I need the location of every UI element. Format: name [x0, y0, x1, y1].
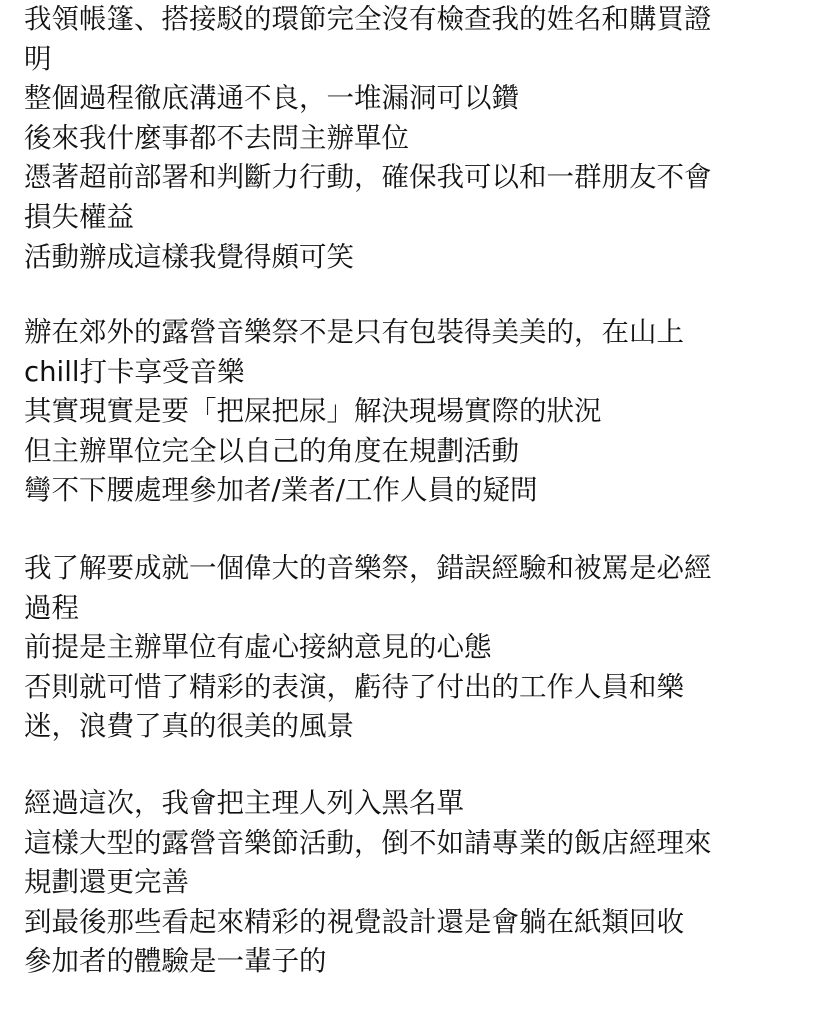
text-line: 我領帳篷、搭接駁的環節完全沒有檢查我的姓名和購買證 — [24, 3, 712, 35]
text-line: 損失權益 — [24, 200, 134, 233]
text-line: 整個過程徹底溝通不良，一堆漏洞可以鑽 — [24, 82, 519, 115]
text-line: 後來我什麼事都不去問主辦單位 — [24, 121, 409, 154]
text-line: 規劃還更完善 — [24, 866, 189, 899]
text-line: 辦在郊外的露營音樂祭不是只有包裝得美美的，在山上 — [24, 316, 684, 348]
text-line: 活動辦成這樣我覺得頗可笑 — [24, 240, 354, 273]
text-line: 彎不下腰處理參加者/業者/工作人員的疑問 — [24, 474, 538, 507]
paragraph-2 — [24, 313, 684, 511]
paragraph-3 — [24, 549, 712, 747]
text-line: 迷，浪費了真的很美的風景 — [24, 710, 354, 743]
text-line: 但主辦單位完全以自己的角度在規劃活動 — [24, 434, 519, 467]
text-line: 明 — [24, 42, 52, 75]
paragraph-1 — [24, 0, 712, 277]
text-line: 經過這次，我會把主理人列入黑名單 — [24, 787, 464, 819]
text-line: 其實現實是要「把屎把尿」解決現場實際的狀況 — [24, 395, 602, 428]
text-line: 否則就可惜了精彩的表演，虧待了付出的工作人員和樂 — [24, 670, 684, 703]
text-line: 過程 — [24, 591, 79, 624]
text-line: 前提是主辦單位有虛心接納意見的心態 — [24, 631, 492, 664]
text-line: 我了解要成就一個偉大的音樂祭，錯誤經驗和被罵是必經 — [24, 552, 712, 584]
paragraph-4 — [24, 784, 712, 982]
text-line: 憑著超前部署和判斷力行動，確保我可以和一群朋友不會 — [24, 161, 712, 194]
text-line: 參加者的體驗是一輩子的 — [24, 945, 327, 978]
text-line: chill打卡享受音樂 — [24, 355, 245, 388]
text-line: 到最後那些看起來精彩的視覺設計還是會躺在紙類回收 — [24, 905, 684, 938]
text-line: 這樣大型的露營音樂節活動，倒不如請專業的飯店經理來 — [24, 826, 712, 859]
